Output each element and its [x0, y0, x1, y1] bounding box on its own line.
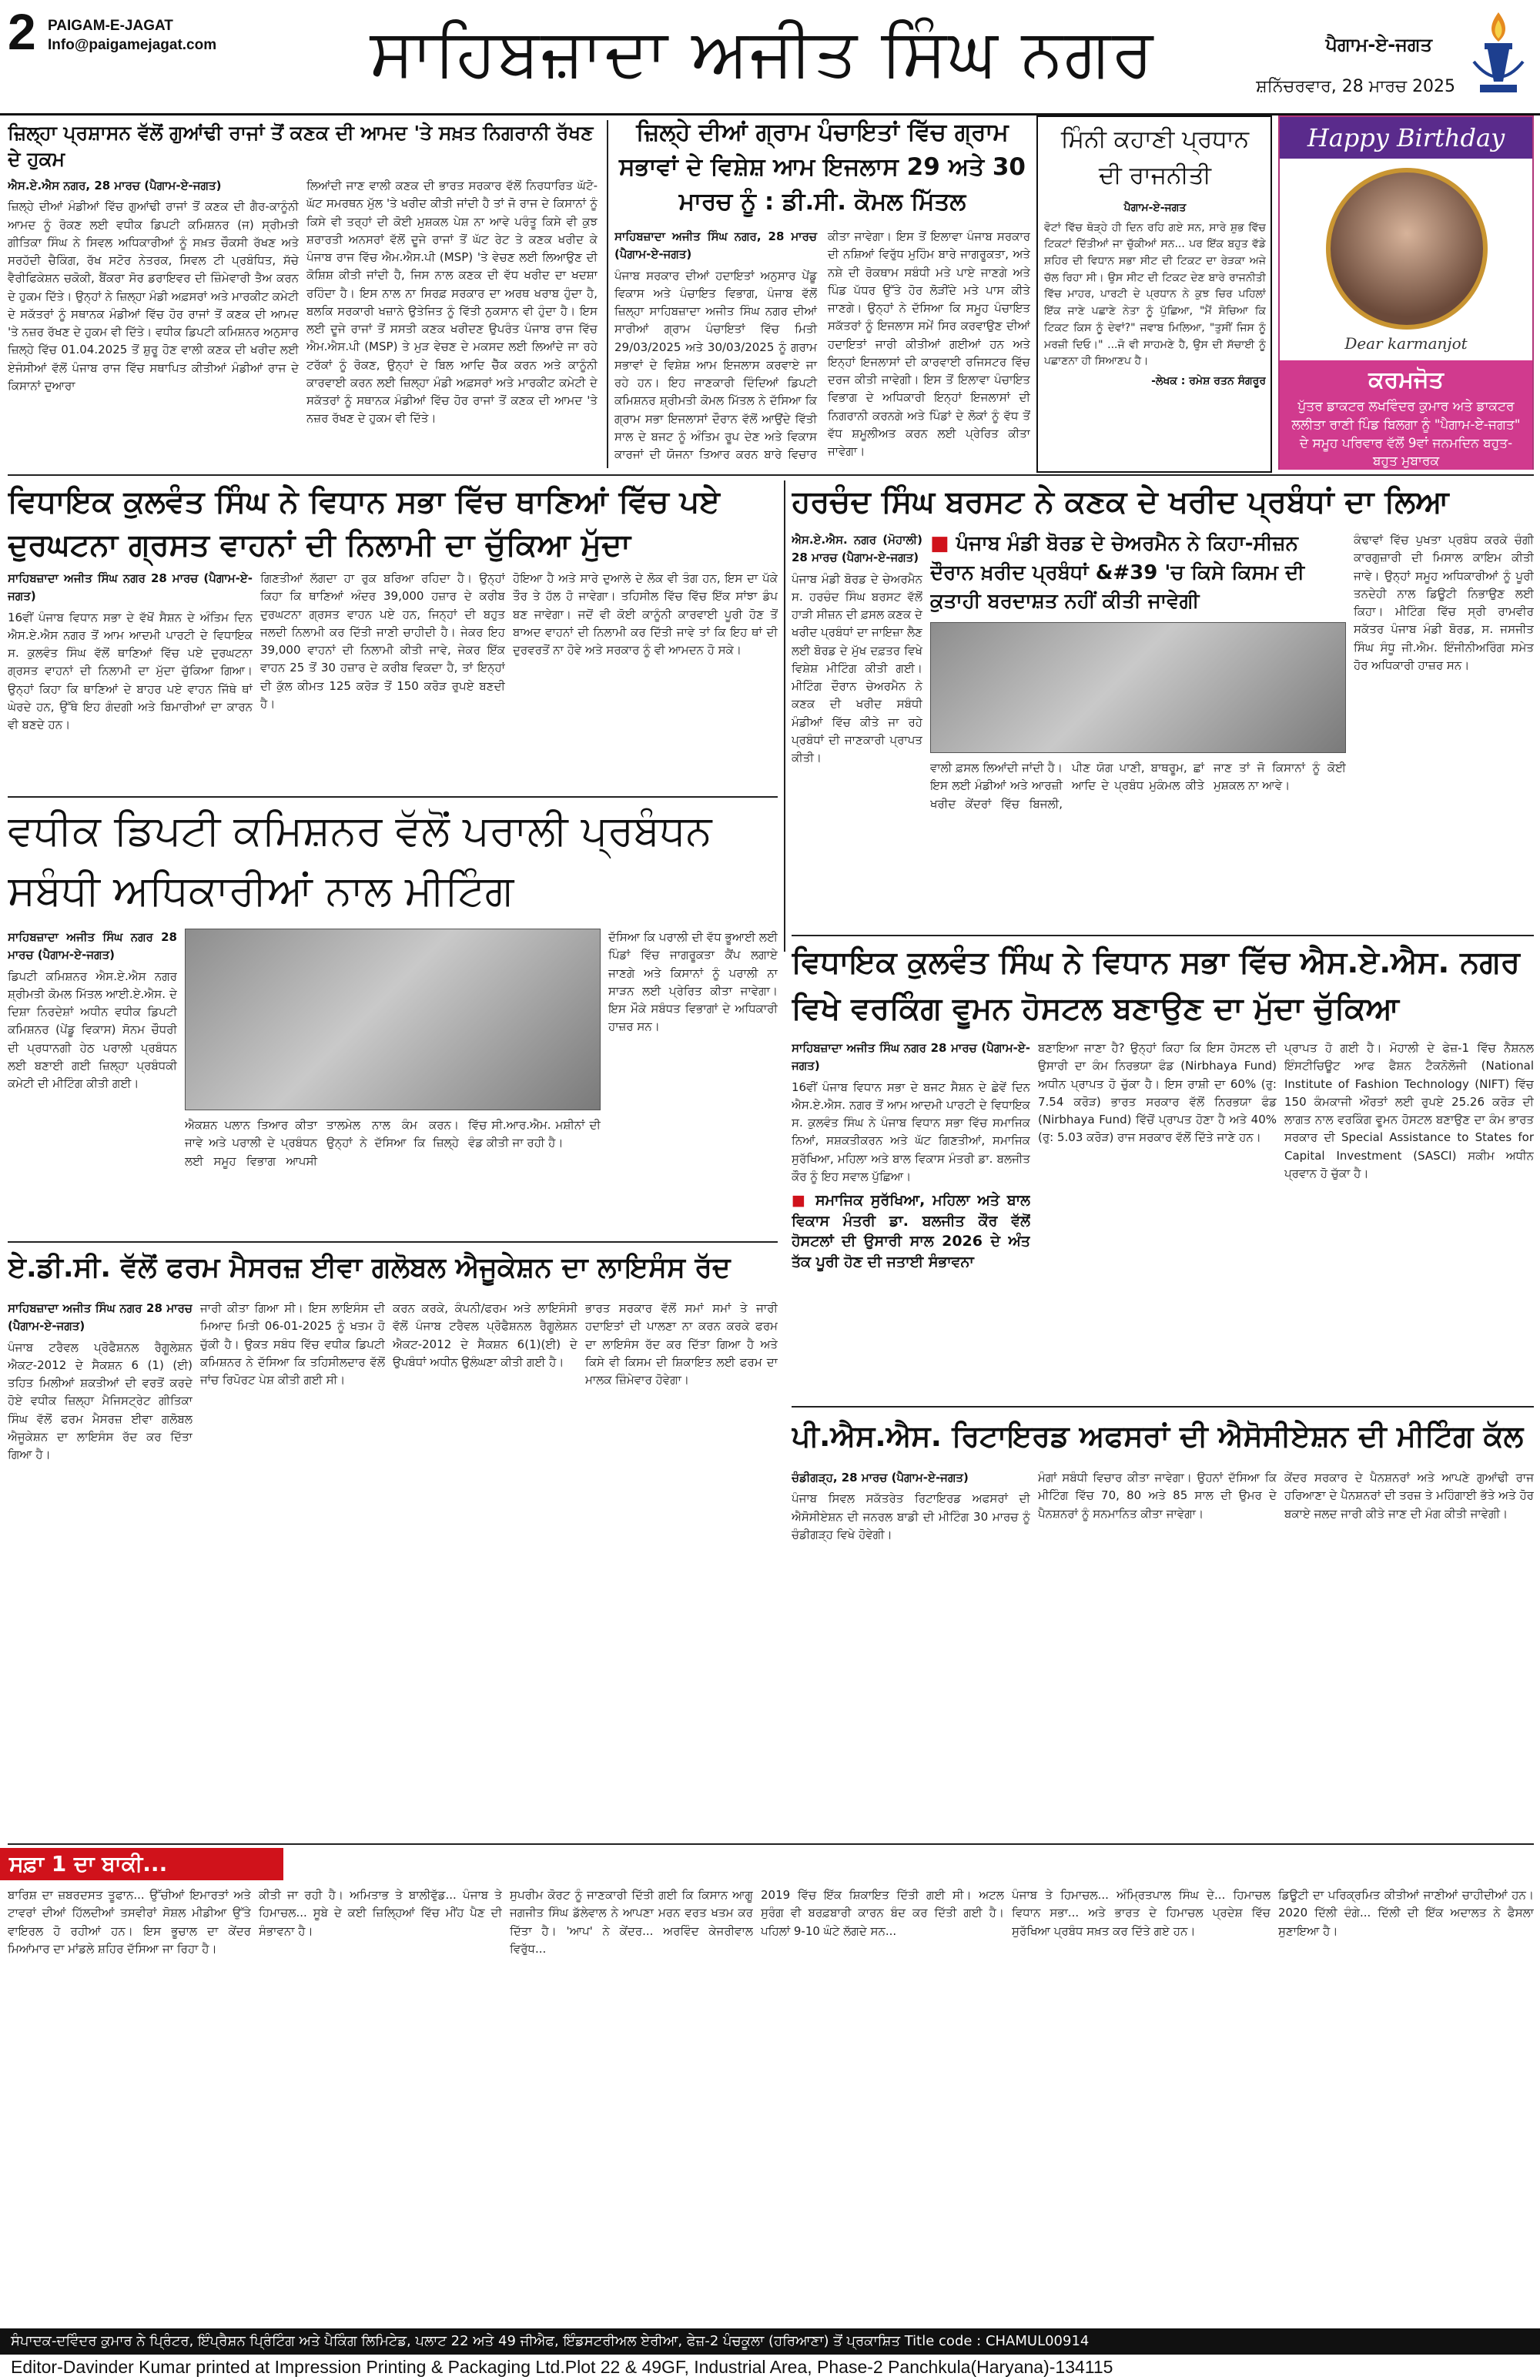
row-rule: [792, 935, 1534, 936]
subheadline: ■ ਪੰਜਾਬ ਮੰਡੀ ਬੋਰਡ ਦੇ ਚੇਅਰਮੈਨ ਨੇ ਕਿਹਾ-ਸੀਜ਼ਨ ਦੌਰਾਨ ਖ਼ਰੀਦ ਪ੍ਰਬੰਧਾਂ &#39 'ਚ ਕਿਸੇ ਕਿਸਮ ਦੀ ਕੁਤਾਹੀ ਬਰਦਾਸ਼ਤ ਨਹੀਂ ਕੀਤੀ ਜਾਵੇਗੀ: [930, 530, 1346, 616]
article-column: [259, 1886, 502, 2324]
article-column: [510, 1886, 753, 2324]
body-text: ਡਿਊਟੀ ਦਾ ਪਰਿਕ੍ਰਮਿਤ ਕੀਤੀਆਂ ਜਾਣੀਆਂ ਚਾਹੀਦੀਆਂ ਹਨ। 2020 ਦਿੱਲੀ ਦੰਗੇ... ਦਿੱਲੀ ਦੀ ਇੱਕ ਅਦਾਲਤ ਨੇ ਫੈਸਲਾ ਸੁਣਾਇਆ ਹੈ।: [1278, 1888, 1534, 1938]
dateline: ਪੈਗਾਮ-ਏ-ਜਗਤ: [1123, 202, 1187, 214]
body-text: ਕੀਤੀ ਜਾ ਰਹੀ ਹੈ। ਅਮਿਤਾਭ ਤੇ ਬਾਲੀਵੁੱਡ... ਪੰਜਾਬ ਤੇ ਹਿਮਾਚਲ... ਸੂਬੇ ਦੇ ਕਈ ਜ਼ਿਲ੍ਹਿਆਂ ਵਿੱਚ ਮੀਂਹ ਪੈਣ ਦੀ ਸੰਭਾਵਨਾ ਹੈ।: [259, 1888, 502, 1938]
article-column: [792, 1039, 1030, 1401]
brand-block: [48, 17, 216, 55]
issue-date: ਸ਼ਨਿੱਚਰਵਾਰ, 28 ਮਾਰਚ 2025: [1256, 77, 1455, 96]
body-text: ਪੰਜਾਬ ਟਰੈਵਲ ਪ੍ਰੋਫੈਸ਼ਨਲ ਰੈਗੂਲੇਸ਼ਨ ਐਕਟ-2012 ਦੇ ਸੈਕਸ਼ਨ 6 (1) (ਈ) ਤਹਿਤ ਮਿਲੀਆਂ ਸ਼ਕਤੀਆਂ ਦੀ ਵਰਤੋਂ ਕਰਦੇ ਹੋਏ ਵਧੀਕ ਜ਼ਿਲ੍ਹਾ ਮੈਜਿਸਟ੍ਰੇਟ ਗੀਤਿਕਾ ਸਿੰਘ ਵੱਲੋਂ ਫਰਮ ਮੈਸਰਜ਼ ਈਵਾ ਗਲੋਬਲ ਐਜੂਕੇਸ਼ਨ ਦਾ ਲਾਇਸੰਸ ਰੱਦ ਕਰ ਦਿੱਤਾ ਗਿਆ ਹੈ।: [8, 1340, 192, 1461]
headline[interactable]: ਪੀ.ਐਸ.ਐਸ. ਰਿਟਾਇਰਡ ਅਫਸਰਾਂ ਦੀ ਐਸੋਸੀਏਸ਼ਨ ਦੀ ਮੀਟਿੰਗ ਕੱਲ: [792, 1419, 1524, 1453]
body-text: ਗਿਣਤੀਆਂ ਲੱਗਦਾ ਹਾ ਰੁਕ ਬਰਿਆ ਰਹਿਦਾ ਹੈ। ਉਨ੍ਹਾਂ ਕਿਹਾ ਕਿ ਥਾਣਿਆਂ ਅੰਦਰ 39,000 ਹਜ਼ਾਰ ਦੇ ਕਰੀਬ ਦੁਰਘਟਨਾ ਗ੍ਰਸਤ ਵਾਹਨ ਪਏ ਹਨ, ਜਿਨ੍ਹਾਂ ਦੀ ਬਹੁਤ ਜਲਦੀ ਨਿਲਾਮੀ ਕਰ ਦਿੱਤੀ ਜਾਣੀ ਚਾਹੀਦੀ ਹੈ। ਜੇਕਰ ਇਹ 39,000 ਵਾਹਨਾਂ ਦੀ ਨਿਲਾਮੀ ਕੀਤੀ ਜਾਵੇ, ਜੇਕਰ ਇੱਕ ਵਾਹਨ 25 ਤੋਂ 30 ਹਜ਼ਾਰ ਦੇ ਕਰੀਬ ਵਿਕਦਾ ਹੈ, ਤਾਂ ਇਨ੍ਹਾਂ ਦੀ ਕੁੱਲ ਕੀਮਤ 125 ਕਰੋੜ ਤੋਂ 150 ਕਰੋੜ ਰੁਪਏ ਬਣਦੀ ਹੈ।: [260, 571, 505, 711]
email-link[interactable]: Info@paigamejagat.com: [48, 36, 217, 53]
birthday-card: [1278, 115, 1534, 470]
dateline: ਐਸ.ਏ.ਐਸ ਨਗਰ, 28 ਮਾਰਚ (ਪੈਗਾਮ-ਏ-ਜਗਤ): [8, 179, 222, 192]
row-rule: [8, 474, 1534, 476]
page-number: 2: [8, 3, 36, 60]
headline[interactable]: ਏ.ਡੀ.ਸੀ. ਵੱਲੋਂ ਫਰਮ ਮੈਸਰਜ਼ ਈਵਾ ਗਲੋਬਲ ਐਜੂਕੇਸ਼ਨ ਦਾ ਲਾਇਸੰਸ ਰੱਦ: [8, 1252, 731, 1284]
section-title: ਸਾਹਿਬਜ਼ਾਦਾ ਅਜੀਤ ਸਿੰਘ ਨਗਰ: [370, 15, 1155, 92]
article-column: [792, 1469, 1030, 1842]
article-column: [1012, 1886, 1270, 2324]
headline[interactable]: ਵਿਧਾਇਕ ਕੁਲਵੰਤ ਸਿੰਘ ਨੇ ਵਿਧਾਨ ਸਭਾ ਵਿੱਚ ਐਸ.ਏ.ਐਸ. ਨਗਰ ਵਿਖੇ ਵਰਕਿੰਗ ਵੂਮਨ ਹੋਸਟਲ ਬਣਾਉਣ ਦਾ ਮੁੱਦਾ ਚੁੱਕਿਆ: [792, 945, 1520, 1026]
body-text: 16ਵੀਂ ਪੰਜਾਬ ਵਿਧਾਨ ਸਭਾ ਦੇ ਵੱਖੋਂ ਸੈਸ਼ਨ ਦੇ ਅੰਤਿਮ ਦਿਨ ਐਸ.ਏ.ਐਸ ਨਗਰ ਤੋਂ ਆਮ ਆਦਮੀ ਪਾਰਟੀ ਦੇ ਵਿਧਾਇਕ ਸ. ਕੁਲਵੰਤ ਸਿੰਘ ਵੱਲੋਂ ਥਾਣਿਆਂ ਵਿੱਚ ਪਏ ਦੁਰਘਟਨਾ ਗ੍ਰਸਤ ਵਾਹਨਾਂ ਦੀ ਨਿਲਾਮੀ ਦਾ ਮੁੱਦਾ ਚੁੱਕਿਆ ਗਿਆ। ਉਨ੍ਹਾਂ ਕਿਹਾ ਕਿ ਥਾਣਿਆਂ ਦੇ ਬਾਹਰ ਪਏ ਵਾਹਨ ਜਿੱਥੇ ਥਾਂ ਘੇਰਦੇ ਹਨ, ਉੱਥੇ ਇਹ ਗੰਦਗੀ ਅਤੇ ਬਿਮਾਰੀਆਂ ਦਾ ਕਾਰਨ ਵੀ ਬਣਦੇ ਹਨ।: [8, 610, 253, 731]
body-text: ਪ੍ਰਾਪਤ ਹੋ ਗਈ ਹੈ। ਮੋਹਾਲੀ ਦੇ ਫੇਜ਼-1 ਵਿੱਚ ਨੈਸ਼ਨਲ ਇੰਸਟੀਚਿਊਟ ਆਫ ਫੈਸ਼ਨ ਟੈਕਨੋਲੋਜੀ (National Institute of Fashion Technology (NIFT) ਵਿੱਚ 150 ਕੰਮਕਾਜੀ ਔਰਤਾਂ ਲਈ ਰੁਪਏ 25.26 ਕਰੋੜ ਦੀ ਲਾਗਤ ਨਾਲ ਵਰਕਿੰਗ ਵੂਮਨ ਹੋਸਟਲ ਬਣਾਉਣ ਦਾ ਕੰਮ ਭਾਰਤ ਸਰਕਾਰ ਦੀ Special Assistance to States for Capital Investment (SASCI) ਸਕੀਮ ਅਧੀਨ ਪ੍ਰਵਾਨ ਹੋ ਚੁੱਕਾ ਹੈ।: [1284, 1041, 1534, 1180]
body-text: 16ਵੀਂ ਪੰਜਾਬ ਵਿਧਾਨ ਸਭਾ ਦੇ ਬਜਟ ਸੈਸ਼ਨ ਦੇ ਛੇਵੇਂ ਦਿਨ ਐਸ.ਏ.ਐਸ. ਨਗਰ ਤੋਂ ਆਮ ਆਦਮੀ ਪਾਰਟੀ ਦੇ ਵਿਧਾਇਕ ਸ. ਕੁਲਵੰਤ ਸਿੰਘ ਨੇ ਪੰਜਾਬ ਵਿਧਾਨ ਸਭਾ ਵਿੱਚ ਸਮਾਜਿਕ ਨਿਆਂ, ਸਸ਼ਕਤੀਕਰਨ ਅਤੇ ਘੱਟ ਗਿਣਤੀਆਂ, ਸਮਾਜਿਕ ਸੁਰੱਖਿਆ, ਮਹਿਲਾ ਅਤੇ ਬਾਲ ਵਿਕਾਸ ਮੰਤਰੀ ਡਾ. ਬਲਜੀਤ ਕੌਰ ਨੂੰ ਇਹ ਸਵਾਲ ਪੁੱਛਿਆ।: [792, 1080, 1030, 1183]
body-text: ਬਣਾਇਆ ਜਾਣਾ ਹੈ? ਉਨ੍ਹਾਂ ਕਿਹਾ ਕਿ ਇਸ ਹੋਸਟਲ ਦੀ ਉਸਾਰੀ ਦਾ ਕੰਮ ਨਿਰਭਯਾ ਫੰਡ (Nirbhaya Fund) ਅਧੀਨ ਪ੍ਰਾਪਤ ਹੋ ਚੁੱਕਾ ਹੈ। ਇਸ ਰਾਸ਼ੀ ਦਾ 60% (ਰੁ: 7.54 ਕਰੋੜ) ਭਾਰਤ ਸਰਕਾਰ ਵੱਲੋਂ ਨਿਰਭਯਾ ਫੰਡ (Nirbhaya Fund) ਵਿੱਚੋਂ ਪ੍ਰਾਪਤ ਹੋਣਾ ਹੈ ਅਤੇ 40% (ਰੁ: 5.03 ਕਰੋੜ) ਰਾਜ ਸਰਕਾਰ ਵੱਲੋਂ ਦਿੱਤੇ ਜਾਣੇ ਹਨ।: [1038, 1041, 1277, 1145]
subheadline: ■ ਸਮਾਜਿਕ ਸੁਰੱਖਿਆ, ਮਹਿਲਾ ਅਤੇ ਬਾਲ ਵਿਕਾਸ ਮੰਤਰੀ ਡਾ. ਬਲਜੀਤ ਕੌਰ ਵੱਲੋਂ ਹੋਸਟਲਾਂ ਦੀ ਉਸਾਰੀ ਸਾਲ 2026 ਦੇ ਅੰਤ ਤੱਕ ਪੂਰੀ ਹੋਣ ਦੀ ਜਤਾਈ ਸੰਭਾਵਨਾ: [792, 1190, 1030, 1272]
article-body: [614, 228, 1030, 468]
birthday-name: ਕਰਮਜੋਤ: [1368, 367, 1444, 393]
body-text: ਪੰਜਾਬ ਸਿਵਲ ਸਕੱਤਰੇਤ ਰਿਟਾਇਰਡ ਅਫਸਰਾਂ ਦੀ ਐਸੋਸੀਏਸ਼ਨ ਦੀ ਜਨਰਲ ਬਾਡੀ ਦੀ ਮੀਟਿੰਗ 30 ਮਾਰਚ ਨੂੰ ਚੰਡੀਗੜ੍ਹ ਵਿਖੇ ਹੋਵੇਗੀ।: [792, 1491, 1030, 1541]
birthday-message: ਪੁੱਤਰ ਡਾਕਟਰ ਲਖਵਿੰਦਰ ਕੁਮਾਰ ਅਤੇ ਡਾਕਟਰ ਲਲੀਤਾ ਰਾਣੀ ਪਿੰਡ ਬਿਲਗਾ ਨੂੰ "ਪੈਗਾਮ-ਏ-ਜਗਤ" ਦੇ ਸਮੂਹ ਪਰਿਵਾਰ ਵੱਲੋਂ 9ਵਾਂ ਜਨਮਦਿਨ ਬਹੁਤ-ਬਹੁਤ ਮੁਬਾਰਕ: [1291, 399, 1521, 470]
footer-english: Editor-Davinder Kumar printed at Impression Printing & Packaging Ltd.Plot 22 & 49GF, Industrial Area, Phase-2 Panchkula(Haryana)-134115: [11, 2357, 1113, 2377]
article-column: [8, 177, 299, 468]
body-text: ਜ਼ਿਲ੍ਹੇ ਦੀਆਂ ਮੰਡੀਆਂ ਵਿੱਚ ਗੁਆਂਢੀ ਰਾਜਾਂ ਤੋਂ ਕਣਕ ਦੀ ਗੈਰ-ਕਾਨੂੰਨੀ ਆਮਦ ਨੂੰ ਰੋਕਣ ਲਈ ਵਧੀਕ ਡਿਪਟੀ ਕਮਿਸ਼ਨਰ (ਜ) ਸ੍ਰੀਮਤੀ ਗੀਤਿਕਾ ਸਿੰਘ ਨੇ ਸਿਵਲ ਅਧਿਕਾਰੀਆਂ ਨੂੰ ਸਖ਼ਤ ਚੌਕਸੀ ਰੱਖਣ ਅਤੇ ਸਰਹੱਦੀ ਚੈਕਿੰਗ, ਰੱਖ ਸਟੋਰ ਨੇਤਰਕ, ਸਿਵਲ ਟੀ ਪ੍ਰਬੰਧਿਤ, ਸੱਚੇ ਵੈਰੀਫਿਕੇਸ਼ਨ ਚਕੋਕੀ, ਬੈਂਕਰਾ ਸੋਰ ਡਰਾਇਵਰ ਦੀ ਜ਼ਿੰਮੇਵਾਰੀ ਤੈਅ ਕਰਨ ਦੇ ਹੁਕਮ ਦਿੱਤੇ। ਉਨ੍ਹਾਂ ਨੇ ਜ਼ਿਲ੍ਹਾ ਮੰਡੀ ਅਫ਼ਸਰਾਂ ਅਤੇ ਮਾਰਕੀਟ ਕਮੇਟੀ ਦੇ ਸਕੱਤਰਾਂ ਨੂੰ ਸਥਾਨਕ ਮੰਡੀਆਂ ਵਿੱਚ ਹੋਰ ਰਾਜਾਂ ਤੋਂ ਕਣਕ ਦੀ ਆਮਦ 'ਤੇ ਨਜ਼ਰ ਰੱਖਣ ਦੇ ਹੁਕਮ ਵੀ ਦਿੱਤੇ। ਵਧੀਕ ਡਿਪਟੀ ਕਮਿਸ਼ਨਰ ਅਨੁਸਾਰ ਜ਼ਿਲ੍ਹੇ ਵਿੱਚ 01.04.2025 ਤੋਂ ਸ਼ੁਰੂ ਹੋਣ ਵਾਲੀ ਕਣਕ ਦੀ ਖਰੀਦ ਲਈ ਏਜੰਸੀਆਂ ਵੱਲੋਂ ਪੰਜਾਬ ਰਾਜ ਵਿੱਚ ਸਥਾਪਿਤ ਕੀਤੀਆਂ ਮੰਡੀਆਂ ਰਾਜ ਦੇ ਕਿਸਾਨਾਂ ਦੁਆਰਾ: [8, 199, 299, 393]
headline[interactable]: ਹਰਚੰਦ ਸਿੰਘ ਬਰਸਟ ਨੇ ਕਣਕ ਦੇ ਖਰੀਦ ਪ੍ਰਬੰਧਾਂ ਦਾ ਲਿਆ: [792, 484, 1449, 520]
brand-name: PAIGAM-E-JAGAT: [48, 18, 173, 34]
dateline: ਸਾਹਿਬਜ਼ਾਦਾ ਅਜੀਤ ਸਿੰਘ ਨਗਰ 28 ਮਾਰਚ (ਪੈਗਾਮ-ਏ-ਜਗਤ): [8, 1301, 192, 1334]
article-column: [930, 759, 1346, 932]
child-photo: [1326, 168, 1488, 330]
body-text: ਕੰਢਾਵਾਂ ਵਿੱਚ ਪੁਖਤਾ ਪ੍ਰਬੰਧ ਕਰਕੇ ਚੰਗੀ ਕਾਰਗੁਜ਼ਾਰੀ ਦੀ ਮਿਸਾਲ ਕਾਇਮ ਕੀਤੀ ਜਾਵੇ। ਉਨ੍ਹਾਂ ਸਮੂਹ ਅਧਿਕਾਰੀਆਂ ਨੂੰ ਪੂਰੀ ਤਨਦੇਹੀ ਨਾਲ ਡਿਊਟੀ ਨਿਭਾਉਣ ਲਈ ਕਿਹਾ। ਮੀਟਿੰਗ ਵਿੱਚ ਸ੍ਰੀ ਰਾਮਵੀਰ ਸਕੱਤਰ ਪੰਜਾਬ ਮੰਡੀ ਬੋਰਡ, ਸ. ਜਸਜੀਤ ਸਿੰਘ ਸੰਧੂ ਜੀ.ਐਮ. ਇੰਜੀਨੀਅਰਿੰਗ ਸਮੇਤ ਹੋਰ ਅਧਿਕਾਰੀ ਹਾਜ਼ਰ ਸਨ।: [1354, 533, 1534, 672]
continued-label: ਸਫ਼ਾ 1 ਦਾ ਬਾਕੀ...: [0, 1848, 283, 1880]
article-column: [185, 1116, 601, 1237]
article-column: [608, 929, 778, 1237]
birthday-message-strip: [1280, 360, 1532, 470]
headline[interactable]: ਵਧੀਕ ਡਿਪਟੀ ਕਮਿਸ਼ਨਰ ਵੱਲੋਂ ਪਰਾਲੀ ਪ੍ਰਬੰਧਨ ਸਬੰਧੀ ਅਧਿਕਾਰੀਆਂ ਨਾਲ ਮੀਟਿੰਗ: [8, 806, 712, 916]
body-text: ਲਿਆਂਦੀ ਜਾਣ ਵਾਲੀ ਕਣਕ ਦੀ ਭਾਰਤ ਸਰਕਾਰ ਵੱਲੋਂ ਨਿਰਧਾਰਿਤ ਘੱਟੋ-ਘੱਟ ਸਮਰਥਨ ਮੁੱਲ 'ਤੇ ਖਰੀਦ ਕੀਤੀ ਜਾਂਦੀ ਹੈ ਤਾਂ ਜੋ ਰਾਜ ਦੇ ਕਿਸਾਨਾਂ ਨੂੰ ਕਿਸੇ ਵੀ ਤਰ੍ਹਾਂ ਦੀ ਕੋਈ ਮੁਸ਼ਕਲ ਪੇਸ਼ ਨਾ ਆਵੇ ਪਰੰਤੂ ਕਿਸੇ ਵੀ ਕੁਝ ਸ਼ਰਾਰਤੀ ਅਨਸਰਾਂ ਵੱਲੋਂ ਦੂਜੇ ਰਾਜਾਂ ਤੋਂ ਘੱਟ ਰੇਟ ਤੇ ਕਣਕ ਖਰੀਦ ਕੇ ਪੰਜਾਬ ਰਾਜ ਵਿੱਚ ਐਮ.ਐਸ.ਪੀ (MSP) 'ਤੇ ਵੇਚਣ ਲਈ ਲਿਆਉਣ ਦੀ ਕੋਸ਼ਿਸ਼ ਕੀਤੀ ਜਾਂਦੀ ਹੈ, ਜਿਸ ਨਾਲ ਕਣਕ ਦੀ ਵੱਧ ਖਰੀਦ ਦਾ ਖਦਸ਼ਾ ਰਹਿੰਦਾ ਹੈ। ਇਸ ਨਾਲ ਨਾ ਸਿਰਫ਼ ਸਰਕਾਰ ਦਾ ਅਰਥ ਖਰਾਬ ਹੁੰਦਾ ਹੈ, ਬਲਕਿ ਸਰਕਾਰੀ ਖਜ਼ਾਨੇ ਉਤੇਜਿਤ ਨੂੰ ਵਿੱਤੀ ਨੁਕਸਾਨ ਵੀ ਹੁੰਦਾ ਹੈ। ਇਸ ਲਈ ਦੂਜੇ ਰਾਜਾਂ ਤੋਂ ਸਸਤੀ ਕਣਕ ਖਰੀਦਣ ਉਪਰੰਤ ਪੰਜਾਬ ਰਾਜ ਵਿੱਚ ਐਮ.ਐਸ.ਪੀ (MSP) ਤੇ ਮੁੜ ਵੇਚਣ ਦੇ ਮਕਸਦ ਲਈ ਲਿਆਂਦੇ ਜਾ ਰਹੇ ਟਰੱਕਾਂ ਨੂੰ ਰੋਕਣ, ਉਨ੍ਹਾਂ ਦੇ ਬਿਲ ਆਦਿ ਚੈੱਕ ਕਰਨ ਅਤੇ ਕਾਨੂੰਨੀ ਕਾਰਵਾਈ ਕਰਨ ਲਈ ਜ਼ਿਲ੍ਹਾ ਮੰਡੀ ਅਫ਼ਸਰਾਂ ਅਤੇ ਮਾਰਕੀਟ ਕਮੇਟੀ ਦੇ ਸਕੱਤਰਾਂ ਨੂੰ ਸਥਾਨਕ ਮੰਡੀਆਂ ਵਿੱਚ ਹੋਰ ਰਾਜਾਂ ਤੋਂ ਕਣਕ ਦੀ ਆਮਦ 'ਤੇ ਨਜ਼ਰ ਰੱਖਣ ਦੇ ਹੁਕਮ ਵੀ ਦਿੱਤੇ।: [306, 179, 598, 426]
body-text: ਬਾਰਿਸ਼ ਦਾ ਜ਼ਬਰਦਸਤ ਤੂਫਾਨ... ਉੱਚੀਆਂ ਇਮਾਰਤਾਂ ਅਤੇ ਟਾਵਰਾਂ ਦੀਆਂ ਹਿੱਲਦੀਆਂ ਤਸਵੀਰਾਂ ਸੋਸ਼ਲ ਮੀਡੀਆ ਉੱਤੇ ਵਾਇਰਲ ਹੋ ਰਹੀਆਂ ਹਨ। ਇਸ ਭੂਚਾਲ ਦਾ ਕੇਂਦਰ ਮਿਆਂਮਾਰ ਦਾ ਮਾਂਡਲੇ ਸ਼ਹਿਰ ਦੱਸਿਆ ਜਾ ਰਿਹਾ ਹੈ।: [8, 1888, 251, 1956]
article-column: [1284, 1469, 1534, 1842]
headline[interactable]: ਵਿਧਾਇਕ ਕੁਲਵੰਤ ਸਿੰਘ ਨੇ ਵਿਧਾਨ ਸਭਾ ਵਿੱਚ ਥਾਣਿਆਂ ਵਿੱਚ ਪਏ ਦੁਰਘਟਨਾ ਗ੍ਰਸਤ ਵਾਹਨਾਂ ਦੀ ਨਿਲਾਮੀ ਦਾ ਚੁੱਕਿਆ ਮੁੱਦਾ: [8, 484, 720, 563]
article-column: [761, 1886, 1004, 2324]
article-column: [8, 1886, 251, 2324]
article-column: [1038, 1469, 1277, 1842]
row-rule: [8, 1843, 1534, 1845]
column-rule: [607, 120, 608, 468]
article-column: [585, 1300, 778, 1842]
article-column: [792, 531, 922, 932]
row-rule: [8, 1241, 778, 1243]
dateline: ਸਾਹਿਬਜ਼ਾਦਾ ਅਜੀਤ ਸਿੰਘ ਨਗਰ 28 ਮਾਰਚ (ਪੈਗਾਮ-ਏ-ਜਗਤ): [792, 1041, 1030, 1073]
dateline: ਸਾਹਿਬਜ਼ਾਦਾ ਅਜੀਤ ਸਿੰਘ ਨਗਰ 28 ਮਾਰਚ (ਪੈਗਾਮ-ਏ-ਜਗਤ): [8, 930, 177, 962]
body-text: ਵਾਲੀ ਫ਼ਸਲ ਲਿਆਂਦੀ ਜਾਂਦੀ ਹੈ। ਇਸ ਲਈ ਮੰਡੀਆਂ ਅਤੇ ਆਰਜ਼ੀ ਖਰੀਦ ਕੇਂਦਰਾਂ ਵਿੱਚ ਬਿਜਲੀ, ਪੀਣ ਯੋਗ ਪਾਣੀ, ਬਾਥਰੂਮ, ਛਾਂ ਆਦਿ ਦੇ ਪ੍ਰਬੰਧ ਮੁਕੰਮਲ ਕੀਤੇ ਜਾਣ ਤਾਂ ਜੋ ਕਿਸਾਨਾਂ ਨੂੰ ਕੋਈ ਮੁਸ਼ਕਲ ਨਾ ਆਵੇ।: [930, 761, 1346, 811]
masthead: [0, 0, 1540, 115]
footer-punjabi: ਸੰਪਾਦਕ-ਦਵਿੰਦਰ ਕੁਮਾਰ ਨੇ ਪ੍ਰਿੰਟਰ, ਇੰਪ੍ਰੈਸ਼ਨ ਪ੍ਰਿੰਟਿੰਗ ਅਤੇ ਪੈਕਿੰਗ ਲਿਮਿਟੇਡ, ਪਲਾਟ 22 ਅਤੇ 49 ਜੀਐਫ, ਇੰਡਸਟਰੀਅਲ ਏਰੀਆ, ਫੇਜ਼-2 ਪੰਚਕੂਲਾ (ਹਰਿਆਣਾ) ਤੋਂ ਪ੍ਰਕਾਸ਼ਿਤ Title code : CHAMUL00914: [0, 2328, 1540, 2355]
article-column: [8, 570, 253, 793]
body-text: ਪੰਜਾਬ ਮੰਡੀ ਬੋਰਡ ਦੇ ਚੇਅਰਮੈਨ ਸ. ਹਰਚੰਦ ਸਿੰਘ ਬਰਸਟ ਵੱਲੋਂ ਹਾੜੀ ਸੀਜ਼ਨ ਦੀ ਫ਼ਸਲ ਕਣਕ ਦੇ ਖਰੀਦ ਪ੍ਰਬੰਧਾਂ ਦਾ ਜਾਇਜ਼ਾ ਲੈਣ ਲਈ ਬੋਰਡ ਦੇ ਮੁੱਖ ਦਫ਼ਤਰ ਵਿਖੇ ਵਿਸ਼ੇਸ਼ ਮੀਟਿੰਗ ਕੀਤੀ ਗਈ। ਮੀਟਿੰਗ ਦੌਰਾਨ ਚੇਅਰਮੈਨ ਨੇ ਕਣਕ ਦੀ ਖਰੀਦ ਸਬੰਧੀ ਮੰਡੀਆਂ ਵਿੱਚ ਕੀਤੇ ਜਾ ਰਹੇ ਪ੍ਰਬੰਧਾਂ ਦੀ ਜਾਣਕਾਰੀ ਪ੍ਰਾਪਤ ਕੀਤੀ।: [792, 571, 922, 765]
article-column: [1278, 1886, 1534, 2324]
body-text: ਐਕਸ਼ਨ ਪਲਾਨ ਤਿਆਰ ਕੀਤਾ ਜਾਵੇ ਅਤੇ ਪਰਾਲੀ ਦੇ ਪ੍ਰਬੰਧਨ ਲਈ ਸਮੂਹ ਵਿਭਾਗ ਆਪਸੀ ਤਾਲਮੇਲ ਨਾਲ ਕੰਮ ਕਰਨ। ਉਨ੍ਹਾਂ ਨੇ ਦੱਸਿਆ ਕਿ ਜ਼ਿਲ੍ਹੇ ਵਿੱਚ ਸੀ.ਆਰ.ਐਮ. ਮਸ਼ੀਨਾਂ ਦੀ ਵੰਡ ਕੀਤੀ ਜਾ ਰਹੀ ਹੈ।: [185, 1118, 601, 1168]
body-text: ਦੱਸਿਆ ਕਿ ਪਰਾਲੀ ਦੀ ਵੱਧ ਭੂਆਈ ਲਈ ਪਿੰਡਾਂ ਵਿੱਚ ਜਾਗਰੂਕਤਾ ਕੈਂਪ ਲਗਾਏ ਜਾਣਗੇ ਅਤੇ ਕਿਸਾਨਾਂ ਨੂੰ ਪਰਾਲੀ ਨਾ ਸਾੜਨ ਲਈ ਪ੍ਰੇਰਿਤ ਕੀਤਾ ਜਾਵੇਗਾ। ਇਸ ਮੌਕੇ ਸਬੰਧਤ ਵਿਭਾਗਾਂ ਦੇ ਅਧਿਕਾਰੀ ਹਾਜ਼ਰ ਸਨ।: [608, 930, 778, 1034]
body-text: ਜਾਰੀ ਕੀਤਾ ਗਿਆ ਸੀ। ਇਸ ਲਾਇਸੰਸ ਦੀ ਮਿਆਦ ਮਿਤੀ 06-01-2025 ਨੂੰ ਖਤਮ ਹੋ ਚੁੱਕੀ ਹੈ। ਉਕਤ ਸਬੰਧ ਵਿੱਚ ਵਧੀਕ ਡਿਪਟੀ ਕਮਿਸ਼ਨਰ ਨੇ ਦੱਸਿਆ ਕਿ ਤਹਿਸੀਲਦਾਰ ਵੱਲੋਂ ਜਾਂਚ ਰਿਪੋਰਟ ਪੇਸ਼ ਕੀਤੀ ਗਈ ਸੀ।: [200, 1301, 385, 1387]
article-column: [8, 1300, 192, 1842]
column-rule: [784, 480, 785, 952]
headline[interactable]: ਜ਼ਿਲ੍ਹੇ ਦੀਆਂ ਗ੍ਰਾਮ ਪੰਚਾਇਤਾਂ ਵਿੱਚ ਗ੍ਰਾਮ ਸਭਾਵਾਂ ਦੇ ਵਿਸ਼ੇਸ਼ ਆਮ ਇਜਲਾਸ 29 ਅਤੇ 30 ਮਾਰਚ ਨੂੰ : ਡੀ.ਸੀ. ਕੋਮਲ ਮਿੱਤਲ: [619, 119, 1026, 216]
article-column: [306, 177, 598, 468]
article-column: [513, 570, 778, 793]
body-text: ਸੁਪਰੀਮ ਕੋਰਟ ਨੂੰ ਜਾਣਕਾਰੀ ਦਿੱਤੀ ਗਈ ਕਿ ਕਿਸਾਨ ਆਗੂ ਜਗਜੀਤ ਸਿੰਘ ਡੱਲੇਵਾਲ ਨੇ ਆਪਣਾ ਮਰਨ ਵਰਤ ਖਤਮ ਕਰ ਦਿੱਤਾ ਹੈ। 'ਆਪ' ਨੇ ਕੇਂਦਰ... ਅਰਵਿੰਦ ਕੇਜਰੀਵਾਲ ਵਿਰੁੱਧ...: [510, 1888, 753, 1956]
body-text: ਕੇਂਦਰ ਸਰਕਾਰ ਦੇ ਪੈਨਸ਼ਨਰਾਂ ਅਤੇ ਆਪਣੇ ਗੁਆਂਢੀ ਰਾਜ ਹਰਿਆਣਾ ਦੇ ਪੈਨਸ਼ਨਰਾਂ ਦੀ ਤਰਜ਼ ਤੇ ਮਹਿੰਗਾਈ ਭੱਤੇ ਅਤੇ ਹੋਰ ਬਕਾਏ ਜਲਦ ਜਾਰੀ ਕੀਤੇ ਜਾਣ ਦੀ ਮੰਗ ਕੀਤੀ ਜਾਵੇਗੀ।: [1284, 1471, 1534, 1521]
meeting-photo: [930, 622, 1346, 753]
headline[interactable]: ਜ਼ਿਲ੍ਹਾ ਪ੍ਰਸ਼ਾਸਨ ਵੱਲੋਂ ਗੁਆਂਢੀ ਰਾਜਾਂ ਤੋਂ ਕਣਕ ਦੀ ਆਮਦ 'ਤੇ ਸਖ਼ਤ ਨਿਗਰਾਨੀ ਰੱਖਣ ਦੇ ਹੁਕਮ: [8, 122, 594, 170]
row-rule: [8, 796, 778, 798]
body-text: ਡਿਪਟੀ ਕਮਿਸ਼ਨਰ ਐਸ.ਏ.ਐਸ ਨਗਰ ਸ਼੍ਰੀਮਤੀ ਕੋਮਲ ਮਿੱਤਲ ਆਈ.ਏ.ਐਸ. ਦੇ ਦਿਸ਼ਾ ਨਿਰਦੇਸ਼ਾਂ ਅਧੀਨ ਵਧੀਕ ਡਿਪਟੀ ਕਮਿਸ਼ਨਰ (ਪੇਂਡੂ ਵਿਕਾਸ) ਸੋਨਮ ਚੌਧਰੀ ਦੀ ਪ੍ਰਧਾਨਗੀ ਹੇਠ ਪਰਾਲੀ ਪ੍ਰਬੰਧਨ ਲਈ ਬਣਾਈ ਗਈ ਜ਼ਿਲ੍ਹਾ ਪ੍ਰਬੰਧਕੀ ਕਮੇਟੀ ਦੀ ਮੀਟਿੰਗ ਕੀਤੀ ਗਈ।: [8, 969, 177, 1090]
body-text: ਭਾਰਤ ਸਰਕਾਰ ਵੱਲੋਂ ਸਮਾਂ ਸਮਾਂ ਤੇ ਜਾਰੀ ਹਦਾਇਤਾਂ ਦੀ ਪਾਲਣਾ ਨਾ ਕਰਨ ਕਰਕੇ ਫਰਮ ਦਾ ਲਾਇਸੰਸ ਰੱਦ ਕਰ ਦਿੱਤਾ ਗਿਆ ਹੈ ਅਤੇ ਕਿਸੇ ਵੀ ਕਿਸਮ ਦੀ ਸ਼ਿਕਾਇਤ ਲਈ ਫਰਮ ਦਾ ਮਾਲਕ ਜ਼ਿੰਮੇਵਾਰ ਹੋਵੇਗਾ।: [585, 1301, 778, 1387]
body-text: ਕਰਨ ਕਰਕੇ, ਕੰਪਨੀ/ਫਰਮ ਅਤੇ ਲਾਇਸੰਸੀ ਵੱਲੋਂ ਪੰਜਾਬ ਟਰੈਵਲ ਪ੍ਰੋਫੈਸ਼ਨਲ ਰੈਗੂਲੇਸ਼ਨ ਐਕਟ-2012 ਦੇ ਸੈਕਸ਼ਨ 6(1)(ਈ) ਦੇ ਉਪਬੰਧਾਂ ਅਧੀਨ ਉਲੰਘਣਾ ਕੀਤੀ ਗਈ ਹੈ।: [393, 1301, 578, 1369]
article-body: [1044, 200, 1266, 467]
body-text: ਮੰਗਾਂ ਸਬੰਧੀ ਵਿਚਾਰ ਕੀਤਾ ਜਾਵੇਗਾ। ਉਹਨਾਂ ਦੱਸਿਆ ਕਿ ਮੀਟਿੰਗ ਵਿੱਚ 70, 80 ਅਤੇ 85 ਸਾਲ ਦੀ ਉਮਰ ਦੇ ਪੈਨਸ਼ਨਰਾਂ ਨੂੰ ਸਨਮਾਨਿਤ ਕੀਤਾ ਜਾਵੇਗਾ।: [1038, 1471, 1277, 1521]
headline[interactable]: ਮਿੰਨੀ ਕਹਾਣੀ ਪ੍ਰਧਾਨ ਦੀ ਰਾਜਨੀਤੀ: [1060, 126, 1250, 189]
birthday-dear-line: Dear karmanjot: [1344, 334, 1468, 353]
body-text: ਹੋਇਆ ਹੈ ਅਤੇ ਸਾਰੇ ਦੁਆਲੇ ਦੇ ਲੋਕ ਵੀ ਤੰਗ ਹਨ, ਇਸ ਦਾ ਪੱਕੇ ਤੌਰ ਤੇ ਹੱਲ ਹੋ ਜਾਵੇਗਾ। ਤਹਿਸੀਲ ਵਿੱਚ ਵਿੱਚ ਇੱਕ ਸਾਂਝਾ ਡੰਪ ਬਣ ਜਾਵੇਗਾ। ਜਦੋਂ ਵੀ ਕੋਈ ਕਾਨੂੰਨੀ ਕਾਰਵਾਈ ਪੂਰੀ ਹੋਣ ਤੋਂ ਬਾਅਦ ਵਾਹਨਾਂ ਦੀ ਨਿਲਾਮੀ ਕਰ ਦਿੱਤੀ ਜਾਵੇ ਤਾਂ ਕਿ ਇਹ ਥਾਂ ਦੀ ਦੁਰਵਰਤੋਂ ਨਾ ਹੋਵੇ ਅਤੇ ਸਰਕਾਰ ਨੂੰ ਵੀ ਆਮਦਨ ਹੋ ਸਕੇ।: [513, 571, 778, 657]
article-column: [1354, 531, 1534, 932]
dateline: ਐਸ.ਏ.ਐਸ. ਨਗਰ (ਮੋਹਾਲੀ) 28 ਮਾਰਚ (ਪੈਗਾਮ-ਏ-ਜਗਤ): [792, 533, 922, 565]
article-column: [1284, 1039, 1534, 1401]
birthday-header: Happy Birthday: [1280, 117, 1532, 159]
body-text: ਵੋਟਾਂ ਵਿੱਚ ਥੋੜ੍ਹੇ ਹੀ ਦਿਨ ਰਹਿ ਗਏ ਸਨ, ਸਾਰੇ ਸ਼ੁਭ ਵਿੱਚ ਟਿਕਟਾਂ ਦਿੱਤੀਆਂ ਜਾ ਚੁੱਕੀਆਂ ਸਨ... ਪਰ ਇੱਕ ਬਹੁਤ ਵੱਡੇ ਸ਼ਹਿਰ ਦੀ ਵਿਧਾਨ ਸਭਾ ਸੀਟ ਦੀ ਟਿਕਟ ਦਾ ਰੇੜਕਾ ਅਜੇ ਚੱਲ ਰਿਹਾ ਸੀ। ਉਸ ਸੀਟ ਦੀ ਟਿਕਟ ਦੇਣ ਬਾਰੇ ਰਾਜਨੀਤੀ ਵਿੱਚ ਮਾਹਰ, ਪਾਰਟੀ ਦੇ ਪ੍ਰਧਾਨ ਨੇ ਕੁਝ ਚਿਰ ਪਹਿਲਾਂ ਇੱਕ ਜਾਣੇ ਪਛਾਣੇ ਨੇਤਾ ਨੂੰ ਪੁੱਛਿਆ, "ਮੈਂ ਸੋਚਿਆ ਕਿ ਟਿਕਟ ਕਿਸ ਨੂੰ ਦੇਵਾਂ?" ਜਵਾਬ ਮਿਲਿਆ, "ਤੁਸੀਂ ਜਿਸ ਨੂੰ ਮਰਜ਼ੀ ਦਿਓ।" ...ਜੋ ਵੀ ਸਾਹਮਣੇ ਹੈ, ਉਸ ਦੀ ਸੱਚਾਈ ਨੂੰ ਪਛਾਣਨਾ ਹੀ ਸਿਆਣਪ ਹੈ।: [1044, 221, 1266, 368]
dateline: ਚੰਡੀਗੜ੍ਹ, 28 ਮਾਰਚ (ਪੈਗਾਮ-ਏ-ਜਗਤ): [792, 1471, 969, 1485]
torch-logo-icon: [1466, 8, 1531, 97]
byline: -ਲੇਖਕ : ਰਮੇਸ਼ ਰਤਨ ਸੰਗਰੂਰ: [1151, 374, 1266, 387]
paper-name: ਪੈਗਾਮ-ਏ-ਜਗਤ: [1325, 34, 1432, 55]
body-text: 2019 ਵਿੱਚ ਇੱਕ ਸ਼ਿਕਾਇਤ ਦਿੱਤੀ ਗਈ ਸੀ। ਅਟਲ ਸੁਰੰਗ ਵੀ ਬਰਫ਼ਬਾਰੀ ਕਾਰਨ ਬੰਦ ਕਰ ਦਿੱਤੀ ਗਈ ਹੈ। ਪਹਿਲਾਂ 9-10 ਘੰਟੇ ਲੱਗਦੇ ਸਨ...: [761, 1888, 1004, 1938]
article-column: [260, 570, 505, 793]
dateline: ਸਾਹਿਬਜ਼ਾਦਾ ਅਜੀਤ ਸਿੰਘ ਨਗਰ, 28 ਮਾਰਚ (ਪੈਗਾਮ-ਏ-ਜਗਤ): [614, 229, 817, 262]
meeting-photo: [185, 929, 601, 1110]
row-rule: [792, 1406, 1534, 1408]
body-text: ਪੰਜਾਬ ਤੇ ਹਿਮਾਚਲ... ਅੰਮ੍ਰਿਤਪਾਲ ਸਿੰਘ ਦੇ... ਹਿਮਾਚਲ ਵਿਧਾਨ ਸਭਾ... ਅਤੇ ਭਾਰਤ ਦੇ ਹਿਮਾਚਲ ਪ੍ਰਦੇਸ਼ ਵਿੱਚ ਸੁਰੱਖਿਆ ਪ੍ਰਬੰਧ ਸਖ਼ਤ ਕਰ ਦਿੱਤੇ ਗਏ ਹਨ।: [1012, 1888, 1270, 1938]
article-column: [1038, 1039, 1277, 1401]
article-column: [200, 1300, 385, 1842]
body-text: ਪੰਜਾਬ ਸਰਕਾਰ ਦੀਆਂ ਹਦਾਇਤਾਂ ਅਨੁਸਾਰ ਪੇਂਡੂ ਵਿਕਾਸ ਅਤੇ ਪੰਚਾਇਤ ਵਿਭਾਗ, ਪੰਜਾਬ ਵੱਲੋਂ ਜ਼ਿਲ੍ਹਾ ਸਾਹਿਬਜ਼ਾਦਾ ਅਜੀਤ ਸਿੰਘ ਨਗਰ ਦੀਆਂ ਸਾਰੀਆਂ ਗ੍ਰਾਮ ਪੰਚਾਇਤਾਂ ਵਿੱਚ ਮਿਤੀ 29/03/2025 ਅਤੇ 30/03/2025 ਨੂੰ ਗਰਾਮ ਸਭਾਵਾਂ ਦੇ ਵਿਸ਼ੇਸ਼ ਆਮ ਇਜਲਾਸ ਕਰਵਾਏ ਜਾ ਰਹੇ ਹਨ। ਇਹ ਜਾਣਕਾਰੀ ਦਿੰਦਿਆਂ ਡਿਪਟੀ ਕਮਿਸ਼ਨਰ ਸ਼੍ਰੀਮਤੀ ਕੋਮਲ ਮਿੱਤਲ ਨੇ ਦੱਸਿਆ ਕਿ ਗ੍ਰਾਮ ਸਭਾ ਇਜਲਾਸਾਂ ਦੌਰਾਨ ਵੱਲੋਂ ਆਉਂਦੇ ਵਿੱਤੀ ਸਾਲ ਦੇ ਬਜਟ ਨੂੰ ਅੰਤਿਮ ਰੂਪ ਦੇਣ ਅਤੇ ਵਿਕਾਸ ਕਾਰਜਾਂ ਦੀ ਯੋਜਨਾ ਤਿਆਰ ਕਰਨ ਬਾਰੇ ਵਿਚਾਰ ਕੀਤਾ ਜਾਵੇਗਾ। ਇਸ ਤੋਂ ਇਲਾਵਾ ਪੰਜਾਬ ਸਰਕਾਰ ਦੀ ਨਸ਼ਿਆਂ ਵਿਰੁੱਧ ਮੁਹਿੰਮ ਬਾਰੇ ਜਾਗਰੂਕਤਾ, ਅਤੇ ਨਸ਼ੇ ਦੀ ਰੋਕਥਾਮ ਸਬੰਧੀ ਮਤੇ ਪਾਏ ਜਾਣਗੇ ਅਤੇ ਪਿੰਡ ਪੱਧਰ ਉੱਤੇ ਹੋਰ ਲੋੜੀਂਦੇ ਮਤੇ ਪਾਸ ਕੀਤੇ ਜਾਣਗੇ। ਉਨ੍ਹਾਂ ਨੇ ਦੱਸਿਆ ਕਿ ਸਮੂਹ ਪੰਚਾਇਤ ਸਕੱਤਰਾਂ ਨੂੰ ਇਜਲਾਸ ਸਮੇਂ ਸਿਰ ਕਰਵਾਉਣ ਦੀਆਂ ਹਦਾਇਤਾਂ ਜਾਰੀ ਕੀਤੀਆਂ ਗਈਆਂ ਹਨ ਅਤੇ ਇਨ੍ਹਾਂ ਇਜਲਾਸਾਂ ਦੀ ਕਾਰਵਾਈ ਰਜਿਸਟਰ ਵਿੱਚ ਦਰਜ ਕੀਤੀ ਜਾਵੇਗੀ। ਇਸ ਤੋਂ ਇਲਾਵਾ ਪੰਚਾਇਤ ਵਿਭਾਗ ਦੇ ਅਧਿਕਾਰੀ ਇਨ੍ਹਾਂ ਇਜਲਾਸਾਂ ਦੀ ਨਿਗਰਾਨੀ ਕਰਨਗੇ ਅਤੇ ਪਿੰਡਾਂ ਦੇ ਲੋਕਾਂ ਨੂੰ ਵੱਧ ਤੋਂ ਵੱਧ ਸ਼ਮੂਲੀਅਤ ਕਰਨ ਲਈ ਪ੍ਰੇਰਿਤ ਕੀਤਾ ਜਾਵੇਗਾ।: [614, 229, 1030, 461]
article-column: [8, 929, 177, 1237]
article-column: [393, 1300, 578, 1842]
dateline: ਸਾਹਿਬਜ਼ਾਦਾ ਅਜੀਤ ਸਿੰਘ ਨਗਰ 28 ਮਾਰਚ (ਪੈਗਾਮ-ਏ-ਜਗਤ): [8, 571, 253, 604]
